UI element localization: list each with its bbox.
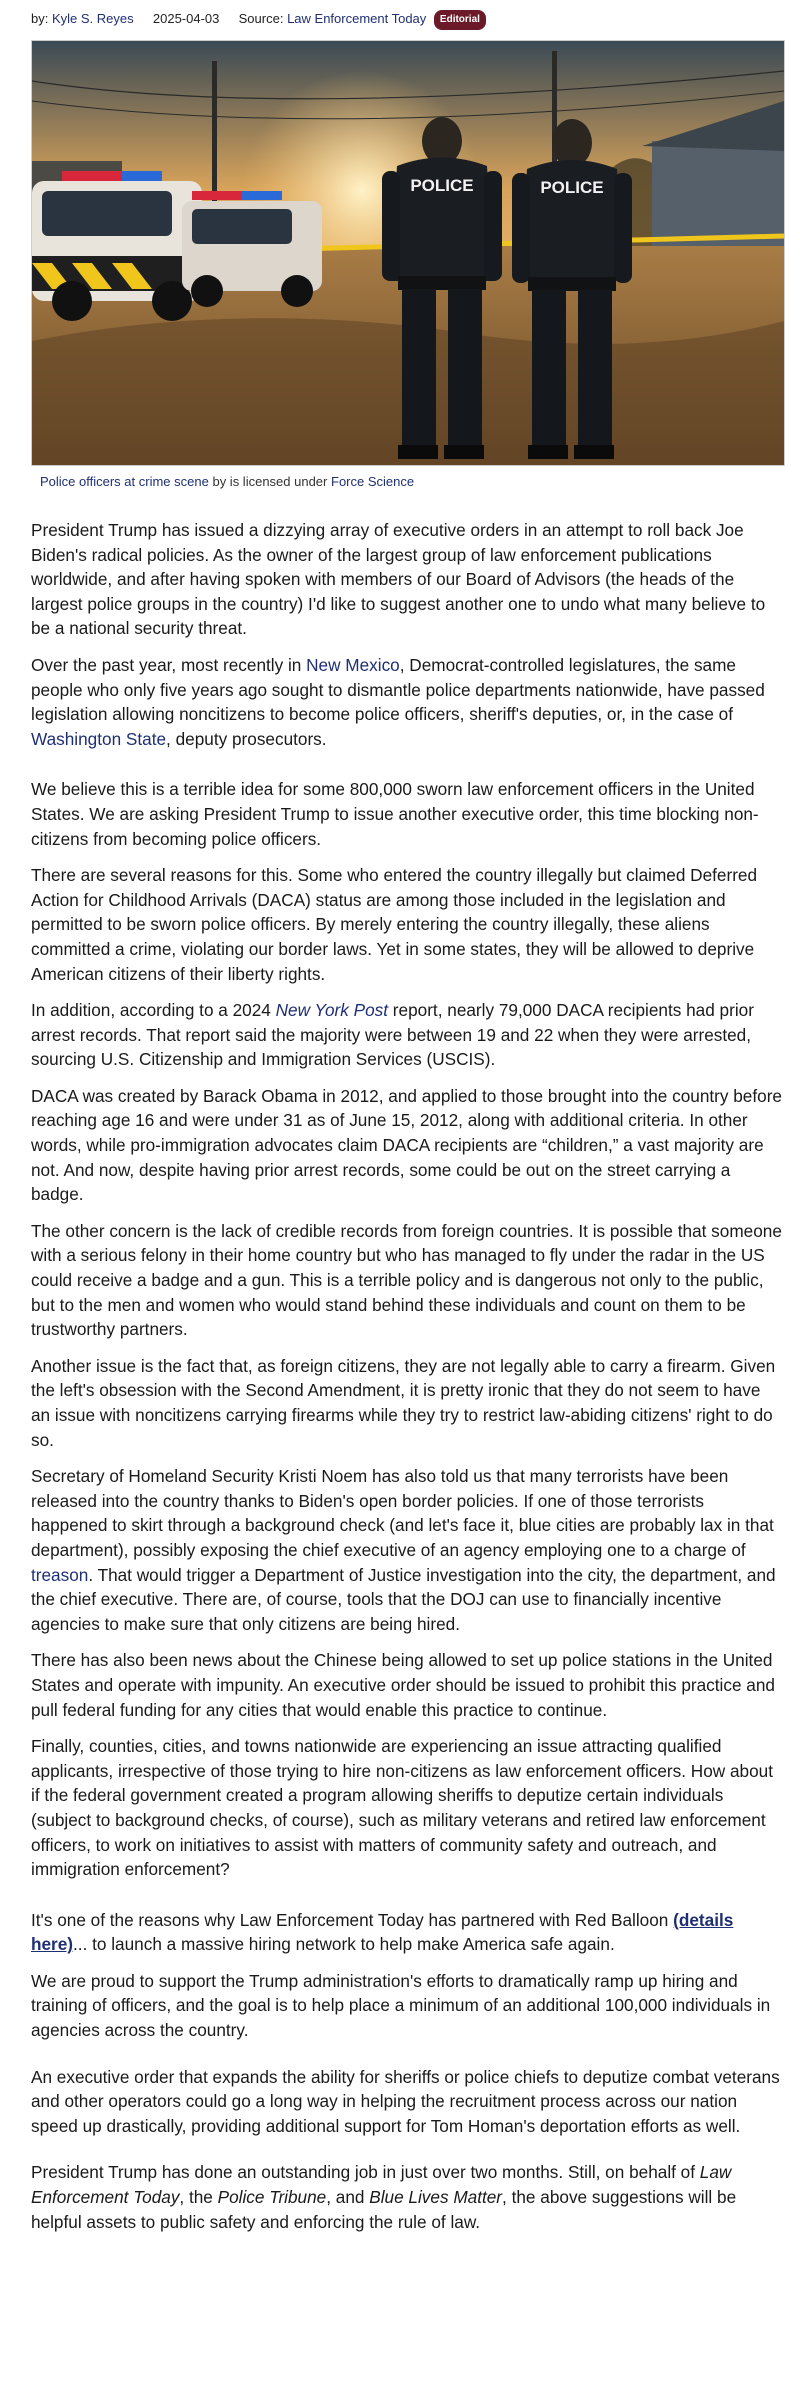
article-body [31, 518, 783, 2246]
paragraph: It's one of the reasons why Law Enforcement Today has partnered with Red Balloon (details here)... to launch a massive hiring network to help make America safe again. [31, 1909, 734, 1955]
paragraph: Another issue is the fact that, as foreign citizens, they are not legally able to carry a firearm. Given the left's obsession with the Second Amendment, it is pretty ironic that they do not seem to have an issue with noncitizens carrying firearms while they try to restrict law-abiding citizens' right to do so. [31, 1355, 776, 1450]
byline [31, 10, 486, 30]
source-link[interactable]: Law Enforcement Today [287, 11, 427, 26]
paragraph: Secretary of Homeland Security Kristi Noem has also told us that many terrorists have been released into the country thanks to Biden's open border policies. If one of those terrorists happened to skirt through a background check (and let's face it, blue cities are probably lax in that department), possibly exposing the chief executive of an agency employing one to a charge of treason. That would trigger a Department of Justice investigation into the city, the department, and the chief executive. There are, of course, tools that the DOJ can use to financially incentive agencies to make sure that only citizens are being hired. [31, 1466, 776, 1634]
paragraph: We are proud to support the Trump administration's efforts to dramatically ramp up hiring and training of officers, and the goal is to help place a minimum of an additional 100,000 individuals in agencies across the country. [31, 1970, 771, 2041]
caption-image-link[interactable]: Police officers at crime scene [40, 474, 209, 489]
police-label-right: POLICE [540, 178, 604, 197]
paragraph: President Trump has done an outstanding job in just over two months. Still, on behalf of Law Enforcement Today, the Police Tribune, and Blue Lives Matter, the above suggestions will be helpful assets to public safety and enforcing the rule of law. [31, 2162, 737, 2232]
paragraph: We believe this is a terrible idea for some 800,000 sworn law enforcement officers in the United States. We are asking President Trump to issue another executive order, this time blocking non-citizens from becoming police officers. [31, 779, 759, 849]
author-link[interactable]: Kyle S. Reyes [51, 11, 134, 26]
paragraph: Finally, counties, cities, and towns nationwide are experiencing an issue attracting qualified applicants, irrespective of those trying to hire non-citizens as law enforcement officers. How about if the federal government created a program allowing sheriffs to deputize certain individuals (subject to background checks, of course), such as military veterans and retired law enforcement officers, to work on initiatives to assist with matters of community safety and outreach, and immigration enforcement? [31, 1736, 773, 1880]
new-york-post-link[interactable]: New York Post [275, 1000, 389, 1021]
police-scene-illustration [32, 41, 784, 465]
hero-image [31, 40, 785, 466]
details-here-link[interactable]: (details here) [31, 1909, 734, 1955]
paragraph: An executive order that expands the ability for sheriffs or police chiefs to deputize combat veterans and other operators could go a long way in helping the recruitment process across our nation speed up drastically, providing additional support for Tom Homan's deportation efforts as well. [31, 2066, 780, 2136]
caption-license-link[interactable]: Force Science [331, 474, 415, 489]
caption-license-text: by is licensed under [212, 474, 328, 489]
editorial-badge: Editorial [434, 10, 486, 30]
paragraph: The other concern is the lack of credible records from foreign countries. It is possible that someone with a serious felony in their home country but who has managed to fly under the radar in the US could receive a badge and a gun. This is a terrible policy and is dangerous not only to the public, but to the men and women who would stand behind these individuals and count on them to be trustworthy partners. [31, 1220, 782, 1340]
washington-state-link[interactable]: Washington State [31, 728, 167, 749]
publish-date: 2025-04-03 [152, 11, 220, 26]
treason-link[interactable]: treason [31, 1564, 89, 1585]
paragraph: There are several reasons for this. Some who entered the country illegally but claimed Deferred Action for Childhood Arrivals (DACA) status are among those included in the legislation and permitted to be sworn police officers. By merely entering the country illegally, these aliens committed a crime, violating our border laws. Yet in some states, they will be allowed to deprive American citizens of their liberty rights. [31, 865, 758, 984]
paragraph: President Trump has issued a dizzying array of executive orders in an attempt to roll back Joe Biden's radical policies. As the owner of the largest group of law enforcement publications worldwide, and after having spoken with members of our Board of Advisors (the heads of the largest police groups in the country) I'd like to suggest another one to undo what many believe to be a national security threat. [31, 520, 766, 639]
paragraph: DACA was created by Barack Obama in 2012, and applied to those brought into the country before reaching age 16 and were under 31 as of June 15, 2012, along with additional criteria. In other words, while pro-immigration advocates claim DACA recipients are “children,” a vast majority are not. And now, despite having prior arrest records, some could be out on the street carrying a badge. [31, 1085, 782, 1205]
paragraph: There has also been news about the Chinese being allowed to set up police stations in the United States and operate with impunity. An executive order should be issued to prohibit this practice and pull federal funding for any cities that would enable this practice to continue. [31, 1650, 775, 1720]
source-prefix: Source: [238, 11, 284, 26]
paragraph: In addition, according to a 2024 New York Post report, nearly 79,000 DACA recipients had prior arrest records. That report said the majority were between 19 and 22 when they were arrested, sourcing U.S. Citizenship and Immigration Services (USCIS). [31, 1000, 754, 1070]
new-mexico-link[interactable]: New Mexico [306, 654, 400, 675]
byline-prefix: by: [31, 11, 49, 26]
paragraph: Over the past year, most recently in New Mexico, Democrat-controlled legislatures, the same people who only five years ago sought to dismantle police departments nationwide, have passed legislation allowing noncitizens to become police officers, sheriff's deputies, or, in the case of Washington State, deputy prosecutors. [31, 654, 765, 749]
image-caption [40, 474, 414, 489]
police-label-left: POLICE [410, 176, 474, 195]
